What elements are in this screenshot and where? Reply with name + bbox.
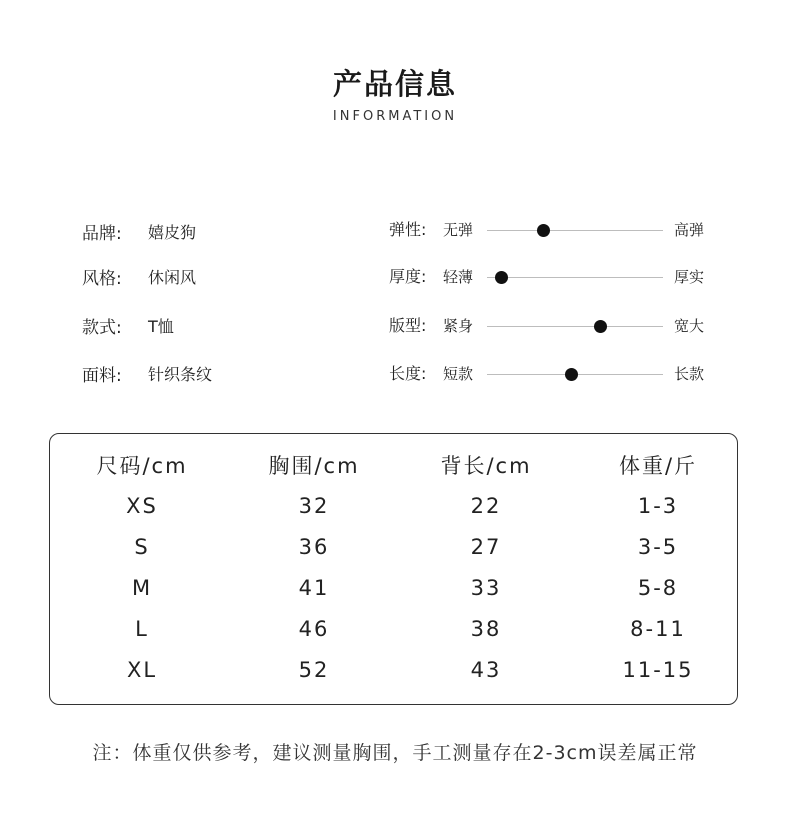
table-cell: L bbox=[135, 617, 149, 641]
scale-max-label: 高弹 bbox=[674, 221, 705, 239]
page-title: 产品信息 bbox=[332, 67, 457, 101]
scale-indicator bbox=[495, 271, 508, 284]
table-header-cell: 体重/斤 bbox=[618, 454, 698, 478]
table-cell: 27 bbox=[470, 535, 502, 559]
spec-label: 风格: bbox=[82, 268, 122, 289]
table-cell: 11-15 bbox=[622, 658, 694, 682]
table-cell: 41 bbox=[298, 576, 330, 600]
table-cell: 3-5 bbox=[637, 535, 679, 559]
page-subtitle: INFORMATION bbox=[332, 109, 458, 124]
scale-fit bbox=[389, 314, 719, 338]
table-cell: 52 bbox=[298, 658, 330, 682]
table-header-row bbox=[50, 449, 737, 483]
table-cell: XL bbox=[126, 658, 158, 682]
spec-value: 休闲风 bbox=[148, 267, 197, 287]
scale-length bbox=[389, 362, 719, 386]
scale-indicator bbox=[594, 320, 607, 333]
scale-label: 弹性: bbox=[389, 220, 427, 239]
table-row bbox=[50, 571, 737, 605]
spec-label: 面料: bbox=[82, 365, 122, 386]
scale-label: 长度: bbox=[389, 364, 427, 383]
table-row bbox=[50, 489, 737, 523]
table-header-cell: 胸围/cm bbox=[268, 454, 360, 478]
table-cell: 43 bbox=[470, 658, 502, 682]
scale-track bbox=[487, 326, 663, 327]
spec-style bbox=[82, 264, 196, 288]
table-cell: M bbox=[131, 576, 153, 600]
spec-value: 嬉皮狗 bbox=[148, 222, 197, 242]
table-cell: XS bbox=[126, 494, 158, 518]
table-cell: 1-3 bbox=[637, 494, 679, 518]
table-cell: 38 bbox=[470, 617, 502, 641]
table-cell: 46 bbox=[298, 617, 330, 641]
scale-indicator bbox=[565, 368, 578, 381]
spec-type bbox=[82, 313, 174, 337]
table-cell: 33 bbox=[470, 576, 502, 600]
scale-label: 厚度: bbox=[389, 267, 427, 286]
scale-min-label: 紧身 bbox=[443, 317, 474, 335]
table-cell: 8-11 bbox=[630, 617, 686, 641]
table-cell: 22 bbox=[470, 494, 502, 518]
spec-brand bbox=[82, 219, 196, 243]
spec-value: 针织条纹 bbox=[148, 364, 213, 384]
scale-indicator bbox=[537, 224, 550, 237]
spec-label: 款式: bbox=[82, 317, 122, 338]
spec-fabric bbox=[82, 361, 212, 385]
table-row bbox=[50, 612, 737, 646]
table-row bbox=[50, 653, 737, 687]
scale-track bbox=[487, 230, 663, 231]
spec-value: T恤 bbox=[148, 316, 174, 336]
scale-max-label: 长款 bbox=[674, 365, 705, 383]
table-row bbox=[50, 530, 737, 564]
scale-max-label: 宽大 bbox=[674, 317, 705, 335]
scale-label: 版型: bbox=[389, 316, 427, 335]
table-cell: 36 bbox=[298, 535, 330, 559]
scale-min-label: 轻薄 bbox=[443, 268, 474, 286]
table-cell: S bbox=[134, 535, 150, 559]
spec-label: 品牌: bbox=[82, 223, 122, 244]
scale-min-label: 短款 bbox=[443, 365, 474, 383]
scale-elasticity bbox=[389, 218, 719, 242]
scale-max-label: 厚实 bbox=[674, 268, 705, 286]
size-table bbox=[49, 433, 738, 705]
table-header-cell: 尺码/cm bbox=[96, 454, 188, 478]
scale-min-label: 无弹 bbox=[443, 221, 474, 239]
scale-thickness bbox=[389, 265, 719, 289]
table-header-cell: 背长/cm bbox=[440, 454, 532, 478]
scale-track bbox=[487, 374, 663, 375]
table-cell: 5-8 bbox=[637, 576, 679, 600]
table-cell: 32 bbox=[298, 494, 330, 518]
measurement-note: 注：体重仅供参考，建议测量胸围，手工测量存在2-3cm误差属正常 bbox=[92, 742, 698, 764]
scale-track bbox=[487, 277, 663, 278]
